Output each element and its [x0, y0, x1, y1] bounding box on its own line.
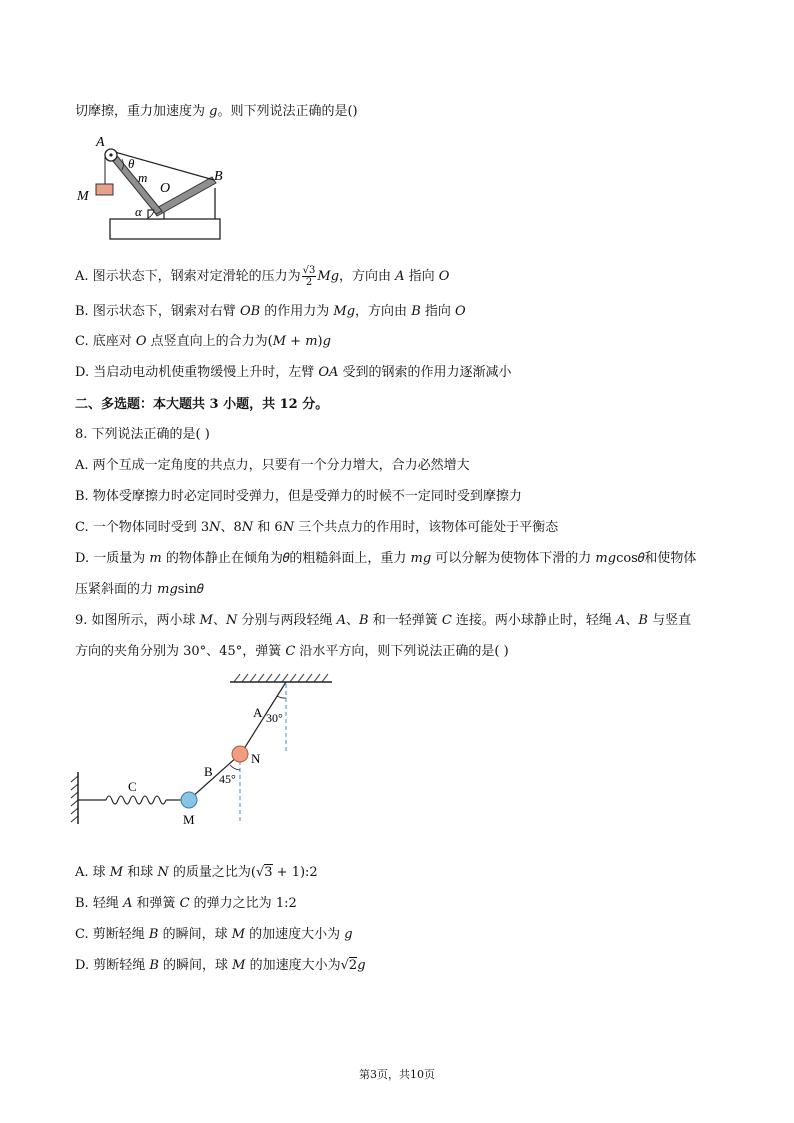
- q8-option-a: A. 两个互成一定角度的共点力，只要有一个分力增大，合力必然增大: [75, 458, 470, 473]
- crane-label-A: A: [96, 135, 105, 150]
- ball-M: [181, 792, 197, 808]
- q9-stem-line2: 方向的夹角分别为 30°、45°，弹簧 𝐶 沿水平方向，则下列说法正确的是( ): [75, 644, 509, 659]
- q9-option-c: C. 剪断轻绳 𝐵 的瞬间，球 𝑀 的加速度大小为 𝑔: [75, 927, 353, 942]
- q7-option-d: D. 当启动电动机使重物缓慢上升时，左臂 𝑂𝐴 受到的钢索的作用力逐渐减小: [75, 365, 512, 380]
- q9-option-d: D. 剪断轻绳 𝐵 的瞬间，球 𝑀 的加速度大小为√2𝑔: [75, 958, 366, 973]
- crane-figure: [75, 130, 235, 245]
- q9-stem-line1: 9. 如图所示，两小球 𝑀、𝑁 分别与两段轻绳 𝐴、𝐵 和一轻弹簧 𝐶 连接。两小球静止时，轻绳 𝐴、𝐵 与竖直: [75, 613, 692, 628]
- fig2-label-M: M: [183, 812, 195, 827]
- crane-label-theta: θ: [128, 156, 135, 171]
- crane-label-m: m: [138, 170, 148, 185]
- fig2-label-C: C: [128, 779, 137, 794]
- q8-option-d-line1: D. 一质量为 𝑚 的物体静止在倾角为𝜃的粗糙斜面上，重力 𝑚𝑔 可以分解为使物体下滑的力 𝑚𝑔cos𝜃和使物体: [75, 551, 697, 566]
- crane-base: [110, 219, 220, 239]
- fig2-label-A: A: [253, 705, 263, 720]
- q9-option-b: B. 轻绳 𝐴 和弹簧 𝐶 的弹力之比为 1:2: [75, 896, 297, 911]
- crane-label-alpha: α: [135, 204, 142, 219]
- q8-option-b: B. 物体受摩擦力时必定同时受弹力，但是受弹力的时候不一定同时受到摩擦力: [75, 489, 522, 504]
- page-footer: 第3页，共10页: [359, 1068, 435, 1081]
- crane-label-M: M: [77, 189, 89, 204]
- section-heading: 二、多选题：本大题共 3 小题，共 12 分。: [75, 397, 329, 412]
- q9-option-a: A. 球 𝑀 和球 𝑁 的质量之比为(√3 + 1):2: [75, 865, 318, 880]
- q8-option-d-line2: 压紧斜面的力 𝑚𝑔sin𝜃: [75, 582, 204, 597]
- balls-figure: [70, 672, 350, 832]
- weight-M: [96, 184, 113, 195]
- spring-C: [106, 796, 166, 804]
- q8-option-c: C. 一个物体同时受到 3𝑁、8𝑁 和 6𝑁 三个共点力的作用时，该物体可能处于平衡态: [75, 520, 559, 535]
- crane-label-B: B: [214, 169, 223, 184]
- ball-N: [232, 746, 248, 762]
- q7-stem-tail: 切摩擦，重力加速度为 𝑔。则下列说法正确的是(): [75, 104, 358, 119]
- q8-stem: 8. 下列说法正确的是( ): [75, 427, 210, 442]
- q7-option-c: C. 底座对 𝑂 点竖直向上的合力为(𝑀 + 𝑚)𝑔: [75, 334, 331, 349]
- fig2-label-45: 45°: [219, 772, 236, 786]
- crane-label-O: O: [160, 181, 171, 196]
- fig2-label-30: 30°: [266, 711, 283, 725]
- fig2-label-B: B: [204, 764, 213, 779]
- fig2-label-N: N: [251, 751, 261, 766]
- fraction: $\frac{√3}{2}$: [302, 265, 316, 288]
- q7-option-b: B. 图示状态下，钢索对右臂 𝑂𝐵 的作用力为 𝑀𝑔，方向由 𝐵 指向 𝑂: [75, 304, 466, 319]
- q7-option-a: A. 图示状态下，钢索对定滑轮的压力为 $\frac{√3}{2}$ 𝑀𝑔，方向由 𝐴 指向 𝑂: [75, 265, 450, 288]
